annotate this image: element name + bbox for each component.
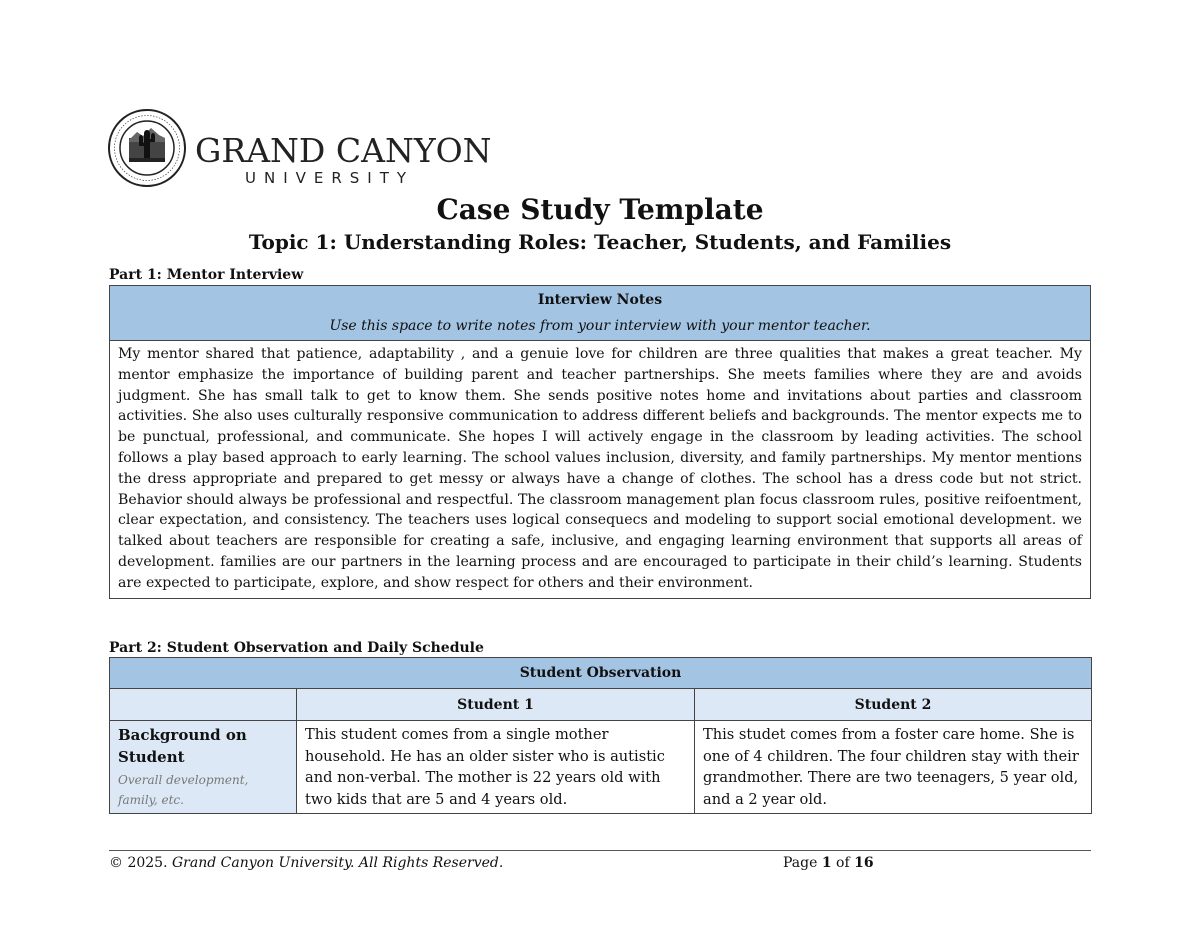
interview-notes-title: Interview Notes [537,292,663,308]
copyright-text: Grand Canyon University. All Rights Reserved. [171,855,504,871]
interview-notes-table [109,285,1091,599]
logo-wordmark: GRAND CANYON [195,131,492,170]
student-observation-table [109,657,1092,814]
table-row [110,721,1092,814]
university-logo [107,108,492,190]
row-label-hint: Overall development, family, etc. [118,773,249,807]
column-header-student-2: Student 2 [695,689,1092,721]
row-label-background: Background on Student [118,726,247,766]
document-subtitle: Topic 1: Understanding Roles: Teacher, Students, and Families [248,230,952,254]
university-seal-icon [107,108,187,188]
footer-page-number [783,853,874,873]
copyright-year: © 2025. [109,855,168,871]
footer-copyright [109,853,503,873]
interview-notes-header [110,286,1091,341]
page-label: Page [783,855,818,871]
interview-notes-instructions: Use this space to write notes from your interview with your mentor teacher. [329,318,871,334]
table-corner-cell [110,689,297,721]
page-current: 1 [821,855,832,871]
footer-divider [109,850,1091,851]
logo-subtitle: UNIVERSITY [245,169,415,187]
document-title: Case Study Template [436,193,764,226]
student-2-background[interactable]: This studet comes from a foster care home. She is one of 4 children. The four children stay with their grandmother. There are two teenagers, 5 year old, and a 2 year old. [695,721,1092,814]
student-1-background[interactable]: This student comes from a single mother household. He has an older sister who is autistic and non-verbal. The mother is 22 years old with two kids that are 5 and 4 years old. [297,721,695,814]
student-observation-title: Student Observation [110,658,1092,689]
part2-heading: Part 2: Student Observation and Daily Schedule [109,640,484,656]
column-header-student-1: Student 1 [297,689,695,721]
page-total: 16 [854,855,874,871]
page-of-label: of [836,855,850,871]
row-label-cell [110,721,297,814]
interview-notes-body[interactable]: My mentor shared that patience, adaptability , and a genuie love for children are three qualities that makes a great teacher. My mentor emphasize the importance of building parent and teacher partnerships. She meets families where they are and avoids judgment. She has small talk to get to know them. She sends positive notes home and invitations about parties and classroom activities. She also uses culturally responsive communication to address different beliefs and backgrounds. The mentor expects me to be punctual, professional, and communicate. She hopes I will actively engage in the classroom by leading activities. The school follows a play based approach to early learning. The school values inclusion, diversity, and family partnerships. My mentor mentions the dress appropriate and prepared to get messy or always have a change of clothes. The school has a dress code but not strict. Behavior should always be professional and respectful. The classroom management plan focus classroom rules, positive reifoentment, clear expectation, and consistency. The teachers uses logical consequecs and modeling to support social emotional development. we talked about teachers are responsible for creating a safe, inclusive, and engaging learning environment that supports all areas of development. families are our partners in the learning process and are encouraged to participate in their child’s learning. Students are expected to participate, explore, and show respect for others and their environment. [110,341,1091,599]
part1-heading: Part 1: Mentor Interview [109,267,304,283]
